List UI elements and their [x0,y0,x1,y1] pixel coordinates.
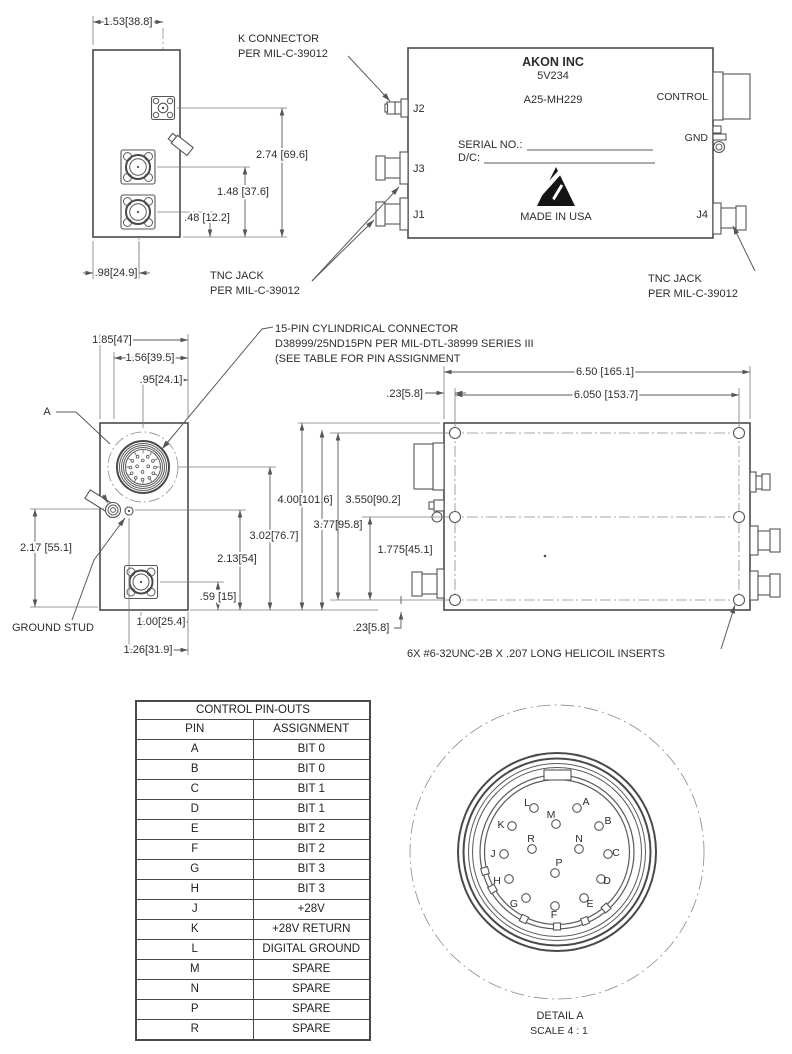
detail-pin-label: M [546,809,556,821]
assignment-cell: BIT 1 [253,780,370,800]
gnd-stud-top [429,500,444,522]
pin-cell: M [136,960,253,980]
top-body [444,423,750,610]
serial-label: SERIAL NO.: [458,139,523,151]
tnc-jack-top-right2 [750,571,780,600]
col-header-assignment: ASSIGNMENT [253,720,370,740]
dim-face-center [140,374,188,428]
pin-cell: L [136,940,253,960]
dim-text: .98[24.9] [94,267,138,279]
dim-side-width [93,16,163,45]
gnd-stud [713,126,726,153]
pinout-row [136,920,370,940]
face-pin [134,476,137,479]
top-view [277,366,780,660]
detail-pin-label: P [555,857,563,869]
k-connector-flange [152,97,175,120]
detail-pin-label: A [582,796,590,808]
callout-text: 6X #6-32UNC-2B X .207 LONG HELICOIL INSERTS [407,648,665,660]
face-pin [146,455,149,458]
front-view [376,48,750,238]
face-pin [141,471,144,474]
model-text: 5V234 [537,70,569,82]
face-pin [141,478,144,481]
callout-text: (SEE TABLE FOR PIN ASSIGNMENT [275,353,461,365]
pinout-row [136,1020,370,1041]
detail-pin-K [508,822,517,831]
part-number-text: A25-MH229 [523,94,583,106]
detail-a-view [410,705,704,1037]
detail-pin-label: H [493,875,501,887]
j2-label: J2 [413,103,425,115]
assignment-cell: SPARE [253,1000,370,1020]
tnc-left-callout [210,187,399,297]
j3-tnc-jack [376,152,408,184]
pinout-row [136,820,370,840]
pinout-row [136,880,370,900]
detail-pin-field [490,796,620,921]
dim-stud-left [20,509,104,607]
tnc-jack-top-right1 [750,526,780,555]
detail-pin-label: G [509,898,519,910]
dim-text: .23[5.8] [352,622,390,634]
assignment-cell: +28V RETURN [253,920,370,940]
detail-pin-J [500,850,509,859]
detail-pin-label: N [575,833,583,845]
callout-text: PER MIL-C-39012 [238,48,328,60]
detail-pin-G [522,894,531,903]
control-connector [713,72,750,120]
section-a-label: A [43,406,51,418]
dim-text: 1.85[47] [92,334,132,346]
detail-pin-label: D [603,875,611,887]
detail-title: DETAIL A [536,1010,584,1022]
col-header-pin: PIN [136,720,253,740]
tnc-jack-top-left [412,569,444,598]
callout-text: PER MIL-C-39012 [648,288,738,300]
pin-cell: C [136,780,253,800]
helicoil-callout [407,605,735,660]
detail-pin-label: R [527,833,535,845]
keyway-tab [544,770,571,780]
detail-pin-R [528,845,537,854]
pinout-row [136,960,370,980]
assignment-cell: BIT 1 [253,800,370,820]
detail-pin-label: L [524,797,530,809]
pin-cell: P [136,1000,253,1020]
control-pinouts-table [135,700,371,1041]
j4-label: J4 [696,209,708,221]
callout-text: TNC JACK [210,270,264,282]
pin-cell: G [136,860,253,880]
detail-pin-label: E [586,898,594,910]
detail-pin-B [595,822,604,831]
control-connector-top [414,443,444,490]
pinout-row [136,900,370,920]
assignment-cell: BIT 0 [253,760,370,780]
k-connector-callout [238,33,390,101]
detail-pin-label: B [604,815,612,827]
detail-pin-label: J [490,848,496,860]
table-title: CONTROL PIN-OUTS [136,701,370,720]
assignment-cell: +28V [253,900,370,920]
dim-text: 2.74 [69.6] [256,149,308,161]
j3-label: J3 [413,163,425,175]
pinout-row [136,780,370,800]
face-pin [131,460,134,463]
assignment-cell: DIGITAL GROUND [253,940,370,960]
gnd-label: GND [684,132,708,144]
pin-cell: D [136,800,253,820]
pinout-row [136,740,370,760]
assignment-cell: BIT 0 [253,740,370,760]
pinout-row [136,840,370,860]
pinout-row [136,800,370,820]
dim-text: 1.00[25.4] [136,616,186,628]
assignment-cell: SPARE [253,1020,370,1041]
face-pin [141,459,144,462]
dim-edge-offset-top [386,388,466,400]
dim-edge-offset-bottom [353,596,401,634]
pin-cell: J [136,900,253,920]
pin-cell: N [136,980,253,1000]
detail-pin-H [505,875,514,884]
made-in-usa-text: MADE IN USA [520,211,592,223]
control-label: CONTROL [656,91,708,103]
dim-top-holespan [455,388,739,428]
dim-text: 1.775[45.1] [377,544,433,556]
face-pin [154,466,157,469]
callout-text: 15-PIN CYLINDRICAL CONNECTOR [275,323,459,335]
callout-text: PER MIL-C-39012 [210,285,300,297]
pinout-row [136,760,370,780]
detail-pin-A [573,804,582,813]
pin-cell: A [136,740,253,760]
detail-pin-C [604,850,613,859]
table-title-row [136,701,370,720]
face-pin [147,465,150,468]
pin-cell: H [136,880,253,900]
pinout-row [136,980,370,1000]
face-pin [148,476,151,479]
callout-text: K CONNECTOR [238,33,320,45]
dim-text: 6.050 [153.7] [573,389,639,401]
dim-tnc-offset [83,241,150,279]
tnc-flange-upper [121,150,155,184]
assignment-cell: BIT 2 [253,820,370,840]
face-pin [130,472,133,475]
dim-text: 1.26[31.9] [123,644,173,656]
face-pin [152,460,155,463]
dim-text: 2.17 [55.1] [20,542,72,554]
face-pin [136,455,139,458]
assignment-cell: BIT 3 [253,880,370,900]
pin-cell: K [136,920,253,940]
tnc-flange-face [125,566,158,599]
dc-label: D/C: [458,152,480,164]
assignment-cell: SPARE [253,960,370,980]
dim-text: 3.77[95.8] [313,519,363,531]
detail-pin-L [530,804,539,813]
callout-text: GROUND STUD [12,622,94,634]
pin-cell: E [136,820,253,840]
pinout-row [136,940,370,960]
pin-cell: R [136,1020,253,1041]
dim-text: 4.00[101.6] [277,494,333,506]
dim-text: 1.56[39.5] [125,352,175,364]
detail-scale: SCALE 4 : 1 [530,1025,588,1037]
dim-text: .48 [12.2] [184,212,230,224]
detail-pin-label: K [497,819,505,831]
detail-pin-P [551,869,560,878]
face-pin [152,472,155,475]
tnc-flange-lower [121,195,155,229]
face-pin [136,465,139,468]
tooling-mark [544,555,547,558]
j1-tnc-jack [376,198,408,230]
table-header-row [136,720,370,740]
brand-text: AKON INC [522,55,584,69]
detail-pin-label: C [612,847,620,859]
pinout-row [136,860,370,880]
dim-text: 1.48 [37.6] [217,186,269,198]
pin-cell: F [136,840,253,860]
k-connector-top-right [750,472,770,492]
dim-text: .95[24.1] [139,374,183,386]
callout-text: D38999/25ND15PN PER MIL-DTL-38999 SERIES III [275,338,534,350]
pin-cell: B [136,760,253,780]
dim-text: .23[5.8] [386,388,423,400]
assignment-cell: BIT 3 [253,860,370,880]
pinout-row [136,1000,370,1020]
j4-tnc-jack [713,203,746,234]
detail-pin-label: F [550,909,558,921]
dim-text: 2.13[54] [217,553,257,565]
dim-text: 6.50 [165.1] [575,366,635,378]
detail-pin-N [575,845,584,854]
ground-stud-terminal [125,507,133,515]
dim-text: 3.02[76.7] [249,530,299,542]
dim-text: 1.53[38.8] [103,16,153,28]
dim-text: .59 [15] [199,591,237,603]
dim-text: 3.550[90.2] [345,494,401,506]
assignment-cell: SPARE [253,980,370,1000]
callout-text: TNC JACK [648,273,702,285]
face-pin [129,466,132,469]
assignment-cell: BIT 2 [253,840,370,860]
j1-label: J1 [413,209,425,221]
j2-k-connector [385,99,408,117]
